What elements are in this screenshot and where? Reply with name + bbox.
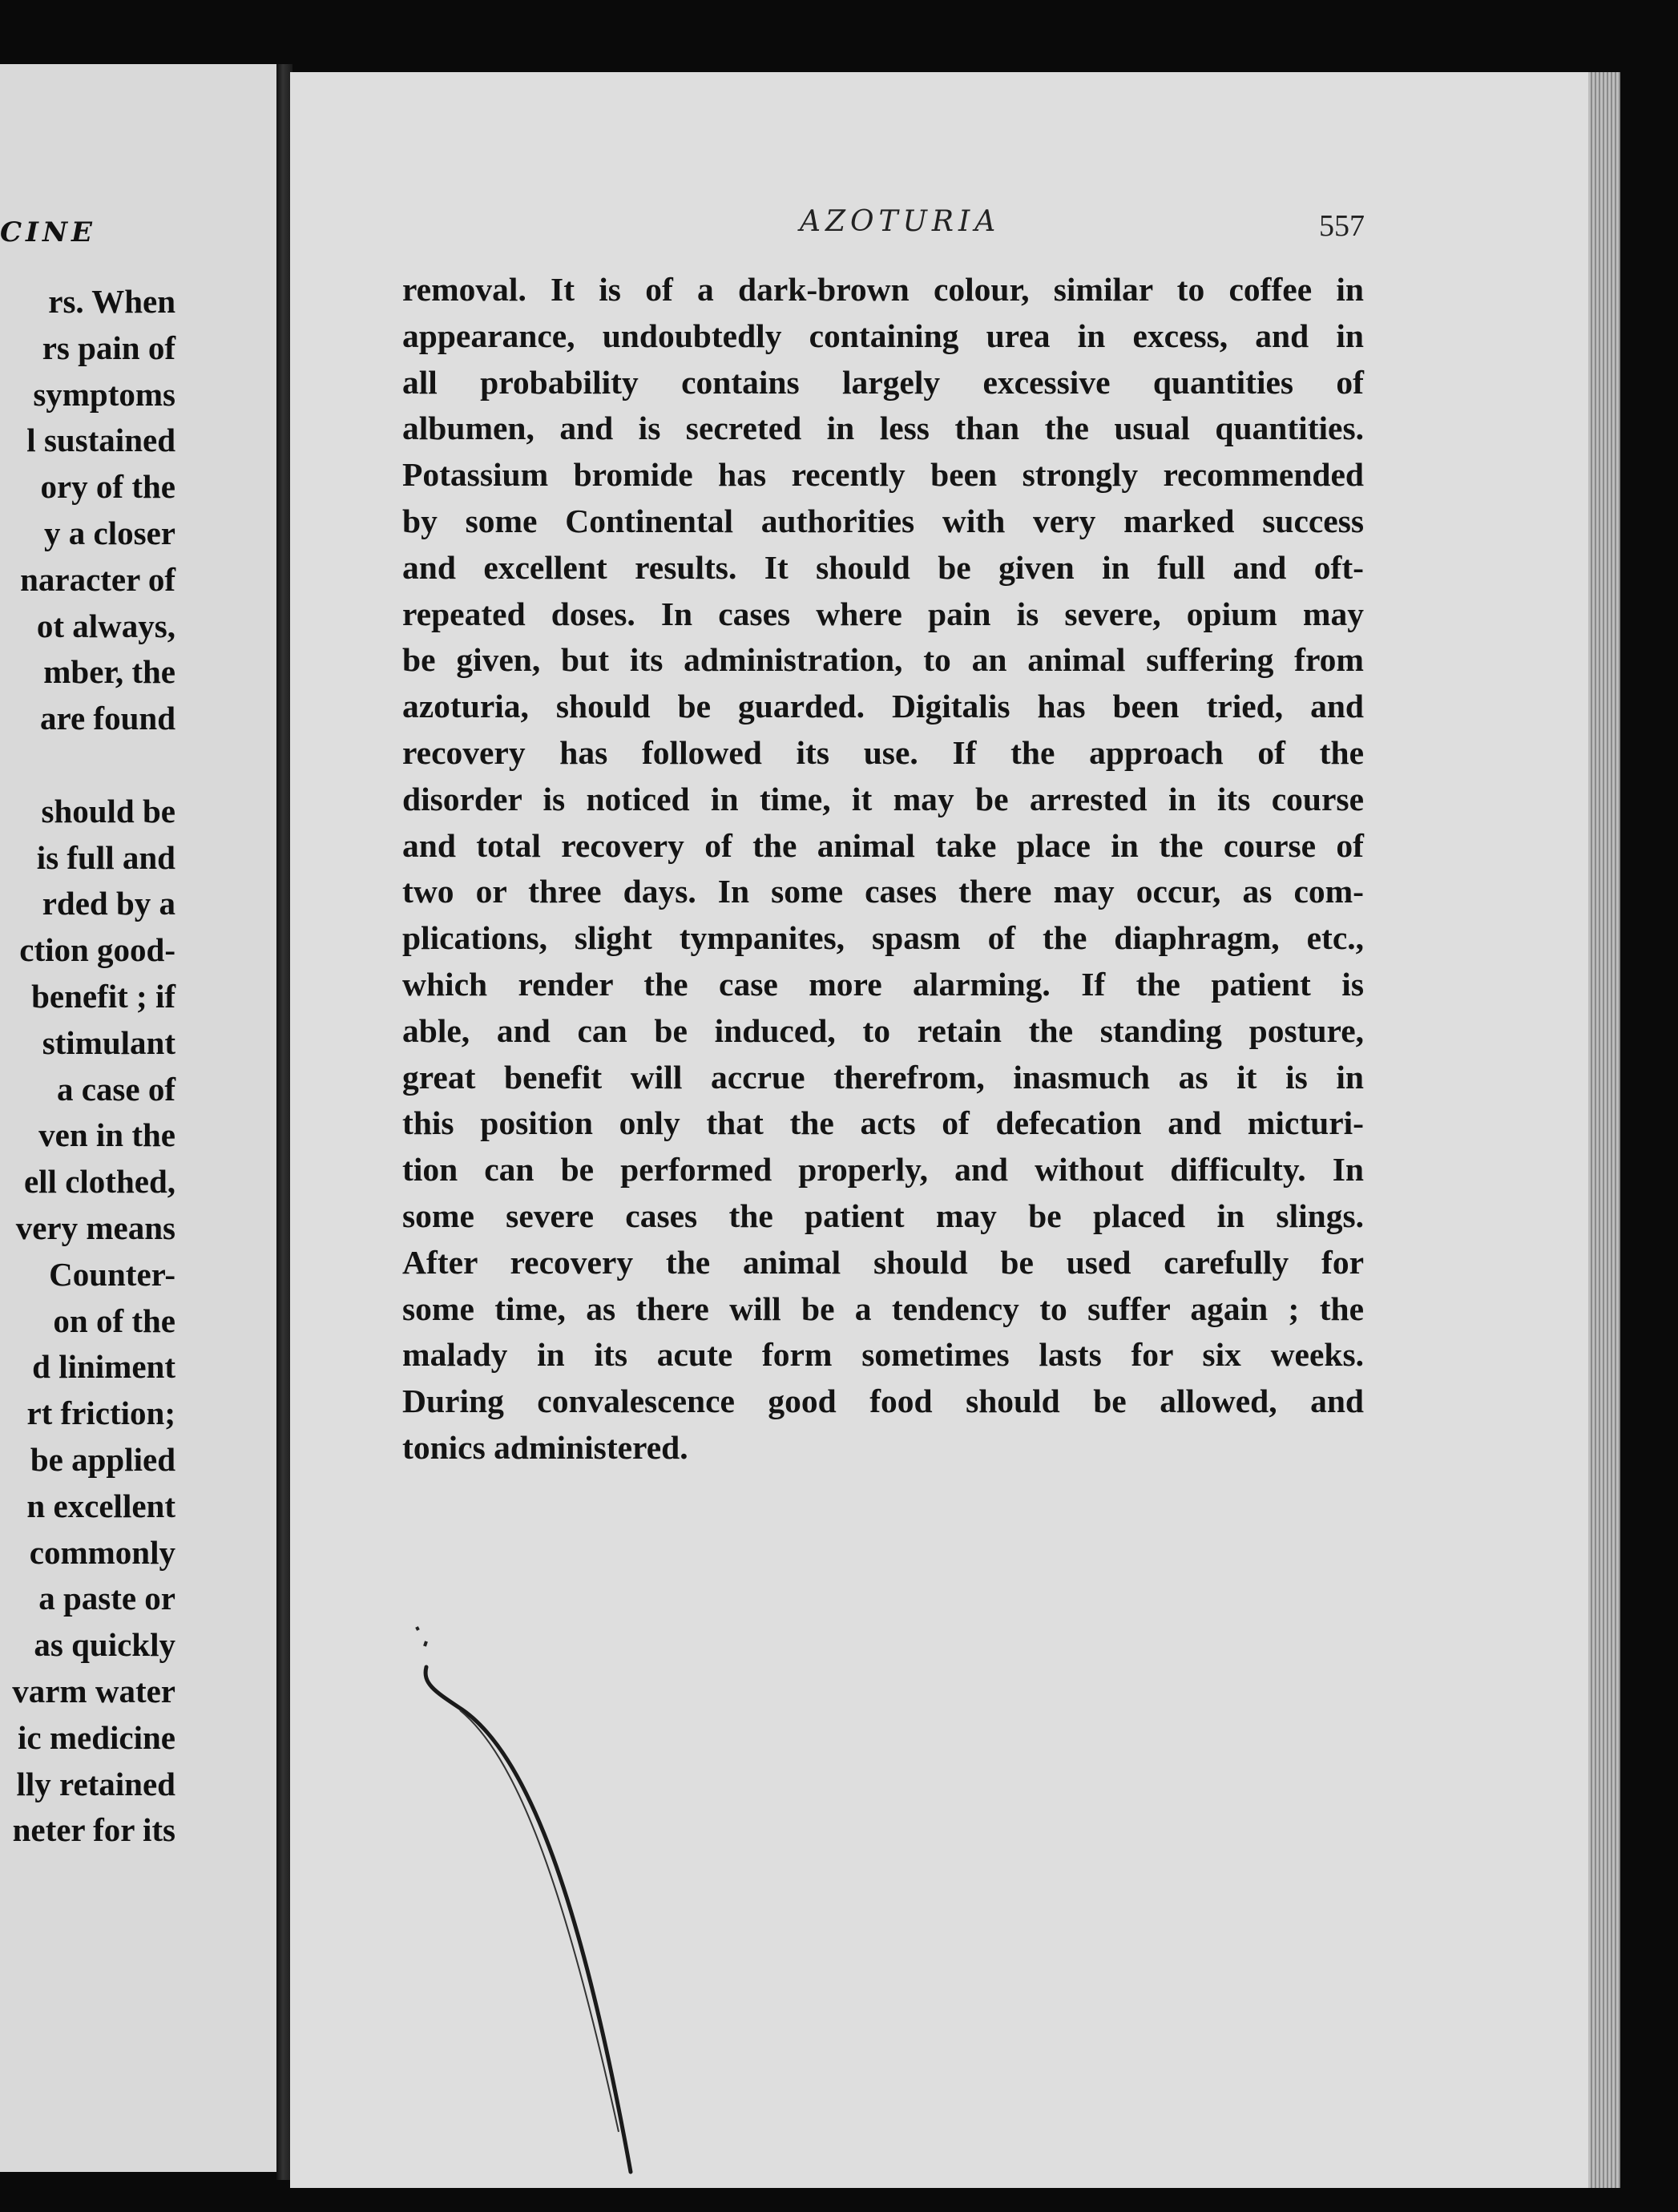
left-page-line: n excellent (26, 1487, 175, 1524)
body-line: malady in its acute form sometimes lasts for six weeks. (402, 1336, 1364, 1374)
left-page (0, 64, 281, 2172)
left-page-line: be applied (30, 1440, 175, 1478)
body-line: azoturia, should be guarded. Digitalis has been tried, and (402, 688, 1364, 725)
left-page-line: are found (40, 700, 175, 737)
left-page-line: very means (15, 1209, 175, 1246)
body-line: be given, but its administration, to an animal suffering from (402, 641, 1364, 679)
body-line: tion can be performed properly, and without difficulty. In (402, 1151, 1364, 1189)
body-line: recovery has followed its use. If the approach of the (402, 733, 1364, 771)
body-line: removal. It is of a dark-brown colour, similar to coffee in (402, 271, 1364, 308)
body-line: some time, as there will be a tendency to suffer again ; the (402, 1290, 1364, 1327)
left-page-line: ory of the (40, 468, 175, 506)
left-page-line: as quickly (34, 1626, 175, 1664)
left-page-line: rt friction; (26, 1395, 175, 1432)
body-line: this position only that the acts of defecation and micturi- (402, 1104, 1364, 1142)
left-page-line: ction good- (19, 931, 175, 969)
left-page-line: l sustained (26, 422, 175, 459)
left-page-line: d liniment (32, 1348, 175, 1386)
body-line: two or three days. In some cases there may occur, as com- (402, 873, 1364, 910)
left-page-line: should be (41, 792, 175, 830)
left-page-line: rs. When (48, 283, 175, 320)
pen-stroke-mark (402, 1619, 643, 2180)
left-page-line: ven in the (38, 1116, 175, 1154)
body-line: by some Continental authorities with very marked success (402, 502, 1364, 539)
left-page-line: ot always, (36, 607, 175, 644)
body-line: great benefit will accrue therefrom, inasmuch as it is in (402, 1058, 1364, 1096)
left-page-line: a case of (56, 1070, 175, 1108)
body-line: plications, slight tympanites, spasm of the diaphragm, etc., (402, 919, 1364, 957)
left-page-line: naracter of (20, 560, 175, 598)
left-page-line: rded by a (42, 885, 175, 922)
body-line: some severe cases the patient may be placed in slings. (402, 1197, 1364, 1234)
left-page-line: benefit ; if (31, 977, 175, 1015)
left-page-line: rs pain of (42, 329, 175, 366)
body-line: Potassium bromide has recently been strongly recommended (402, 456, 1364, 494)
left-page-line: commonly (29, 1533, 175, 1571)
left-page-line: mber, the (43, 653, 175, 691)
body-line: which render the case more alarming. If the patient is (402, 965, 1364, 1003)
left-page-line: ic medicine (18, 1718, 175, 1756)
body-line: able, and can be induced, to retain the standing posture, (402, 1011, 1364, 1049)
left-page-line: symptoms (33, 375, 175, 413)
body-line: repeated doses. In cases where pain is severe, opium may (402, 595, 1364, 632)
left-page-line: lly retained (16, 1765, 175, 1802)
body-line: appearance, undoubtedly containing urea in excess, and in (402, 317, 1364, 354)
left-page-line: a paste or (38, 1580, 175, 1617)
left-page-line: neter for its (12, 1811, 175, 1849)
body-line: and excellent results. It should be given in full and oft- (402, 548, 1364, 586)
body-line: disorder is noticed in time, it may be arrested in its course (402, 780, 1364, 817)
page-number: 557 (1319, 209, 1365, 243)
left-page-line: stimulant (42, 1023, 175, 1061)
left-page-line: Counter- (49, 1255, 175, 1293)
left-page-text (0, 279, 175, 1854)
body-line: During convalescence good food should be allowed, and (402, 1382, 1364, 1420)
body-line: After recovery the animal should be used carefully for (402, 1243, 1364, 1281)
body-line: all probability contains largely excessive quantities of (402, 363, 1364, 401)
running-head: AZOTURIA (800, 205, 1001, 238)
left-page-line: ell clothed, (23, 1163, 175, 1201)
page-edges (1588, 72, 1620, 2188)
body-line: and total recovery of the animal take place in the course of (402, 826, 1364, 864)
body-text (402, 267, 1364, 1471)
left-page-line: varm water (12, 1672, 175, 1709)
right-page (290, 72, 1620, 2188)
left-page-line: y a closer (44, 514, 175, 551)
left-page-line: is full and (36, 838, 175, 876)
left-page-line (0, 742, 175, 789)
left-page-line: on of the (53, 1302, 175, 1339)
body-line: tonics administered. (402, 1428, 688, 1466)
body-line: albumen, and is secreted in less than the usual quantities. (402, 410, 1364, 447)
left-running-head: CINE (0, 216, 96, 248)
